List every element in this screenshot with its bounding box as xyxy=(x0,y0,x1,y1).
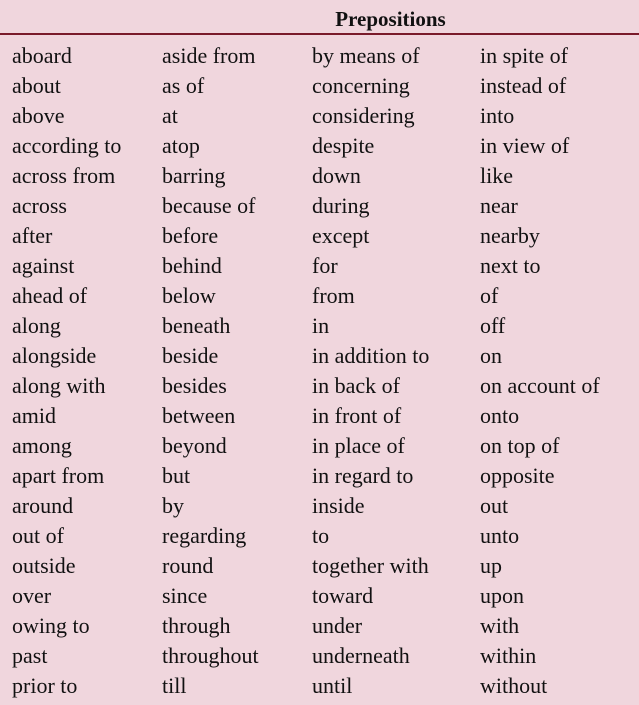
preposition-word: besides xyxy=(162,373,227,398)
preposition-word: as of xyxy=(162,73,205,98)
preposition-word: nearby xyxy=(480,223,540,248)
preposition-word: around xyxy=(12,493,74,518)
preposition-word: down xyxy=(312,163,361,188)
preposition-word: till xyxy=(162,673,187,698)
preposition-word: aside from xyxy=(162,43,256,68)
preposition-word: to xyxy=(312,523,330,548)
preposition-word: by xyxy=(162,493,184,518)
preposition-word: across from xyxy=(12,163,116,188)
preposition-word: upon xyxy=(480,583,524,608)
preposition-word: on account of xyxy=(480,373,600,398)
preposition-word: with xyxy=(480,613,520,638)
preposition-word: off xyxy=(480,313,506,338)
preposition-word: except xyxy=(312,223,370,248)
preposition-word: in view of xyxy=(480,133,570,158)
preposition-word: without xyxy=(480,673,548,698)
preposition-word: up xyxy=(480,553,502,578)
preposition-word: unto xyxy=(480,523,520,548)
preposition-word: from xyxy=(312,283,355,308)
preposition-word: behind xyxy=(162,253,222,278)
preposition-word: in regard to xyxy=(312,463,414,488)
preposition-word: but xyxy=(162,463,191,488)
preposition-word: since xyxy=(162,583,208,608)
preposition-word: over xyxy=(12,583,52,608)
preposition-word: amid xyxy=(12,403,56,428)
preposition-word: by means of xyxy=(312,43,420,68)
preposition-word: on top of xyxy=(480,433,560,458)
preposition-word: opposite xyxy=(480,463,555,488)
page-title: Prepositions xyxy=(335,7,446,31)
preposition-word: along with xyxy=(12,373,106,398)
preposition-word: underneath xyxy=(312,643,410,668)
preposition-word: barring xyxy=(162,163,226,188)
preposition-word: ahead of xyxy=(12,283,88,308)
preposition-word: next to xyxy=(480,253,541,278)
preposition-word: aboard xyxy=(12,43,72,68)
preposition-word: considering xyxy=(312,103,415,128)
preposition-word: along xyxy=(12,313,61,338)
preposition-word: on xyxy=(480,343,502,368)
preposition-word: in spite of xyxy=(480,43,568,68)
title-divider xyxy=(0,33,639,35)
preposition-word: near xyxy=(480,193,518,218)
preposition-word: between xyxy=(162,403,236,428)
preposition-word: beside xyxy=(162,343,219,368)
column-2 xyxy=(162,41,259,701)
preposition-word: within xyxy=(480,643,537,668)
preposition-word: in xyxy=(312,313,330,338)
preposition-word: concerning xyxy=(312,73,410,98)
preposition-word: according to xyxy=(12,133,122,158)
preposition-word: prior to xyxy=(12,673,78,698)
preposition-word: of xyxy=(480,283,499,308)
preposition-word: apart from xyxy=(12,463,105,488)
preposition-word: inside xyxy=(312,493,365,518)
preposition-word: during xyxy=(312,193,370,218)
preposition-word: outside xyxy=(12,553,76,578)
preposition-word: under xyxy=(312,613,363,638)
preposition-word: until xyxy=(312,673,353,698)
preposition-word: alongside xyxy=(12,343,97,368)
preposition-word: because of xyxy=(162,193,256,218)
preposition-word: across xyxy=(12,193,67,218)
preposition-word: into xyxy=(480,103,515,128)
preposition-word: before xyxy=(162,223,219,248)
column-3 xyxy=(312,41,429,701)
preposition-word: in back of xyxy=(312,373,400,398)
preposition-word: in addition to xyxy=(312,343,430,368)
preposition-word: in front of xyxy=(312,403,402,428)
column-4 xyxy=(480,41,600,701)
preposition-word: after xyxy=(12,223,53,248)
preposition-word: onto xyxy=(480,403,520,428)
preposition-word: owing to xyxy=(12,613,90,638)
preposition-word: below xyxy=(162,283,216,308)
preposition-word: above xyxy=(12,103,65,128)
preposition-word: like xyxy=(480,163,513,188)
preposition-word: round xyxy=(162,553,214,578)
preposition-word: past xyxy=(12,643,48,668)
preposition-word: out xyxy=(480,493,509,518)
preposition-word: instead of xyxy=(480,73,567,98)
column-1 xyxy=(12,41,121,701)
preposition-word: regarding xyxy=(162,523,247,548)
preposition-word: against xyxy=(12,253,75,278)
preposition-word: about xyxy=(12,73,61,98)
preposition-word: in place of xyxy=(312,433,405,458)
preposition-word: beyond xyxy=(162,433,227,458)
preposition-word: for xyxy=(312,253,338,278)
preposition-word: through xyxy=(162,613,231,638)
preposition-word: beneath xyxy=(162,313,231,338)
preposition-word: throughout xyxy=(162,643,259,668)
preposition-word: out of xyxy=(12,523,64,548)
preposition-word: together with xyxy=(312,553,429,578)
preposition-word: at xyxy=(162,103,178,128)
preposition-word: despite xyxy=(312,133,375,158)
preposition-word: among xyxy=(12,433,72,458)
preposition-word: atop xyxy=(162,133,200,158)
preposition-word: toward xyxy=(312,583,374,608)
